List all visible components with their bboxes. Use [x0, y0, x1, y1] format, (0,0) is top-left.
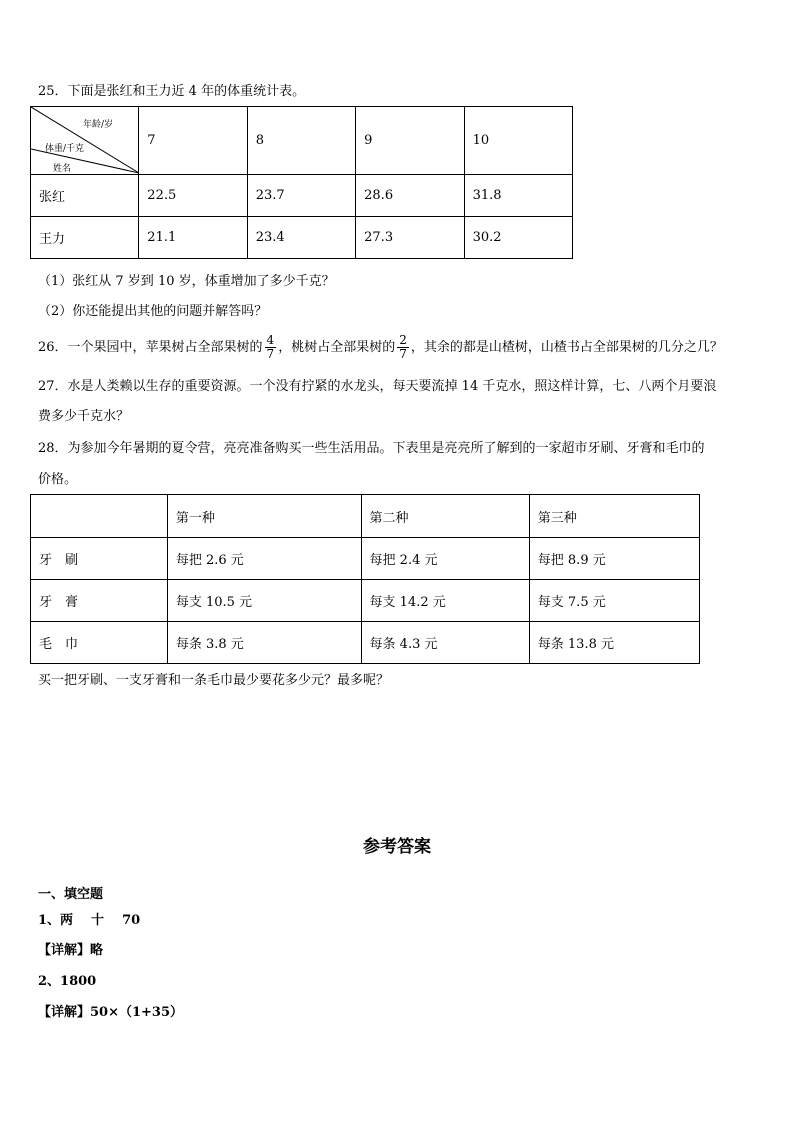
q25-sub2: （2）你还能提出其他的问题并解答吗？	[38, 304, 268, 319]
weight-cell: 27.3	[356, 217, 464, 259]
price-cell: 每支 10.5 元	[167, 580, 361, 622]
header-cell: 第三种	[529, 495, 699, 538]
q27-line2: 费多少千克水？	[38, 409, 130, 424]
fraction-peach	[397, 334, 409, 361]
q26-part3: ，其余的都是山楂树，山楂书占全部果树的几分之几？	[410, 340, 723, 355]
price-cell: 每条 3.8 元	[167, 622, 361, 664]
weight-cell: 22.5	[139, 175, 247, 217]
item-name: 牙 膏	[31, 580, 168, 622]
row-name: 王力	[31, 217, 139, 259]
fraction-denominator: 7	[399, 347, 407, 361]
q26-line	[38, 334, 723, 364]
answer-1-a: 1、两	[38, 913, 74, 928]
age-header: 7	[139, 107, 247, 175]
price-cell: 每把 8.9 元	[529, 538, 699, 580]
weight-cell: 23.7	[247, 175, 355, 217]
price-cell: 每把 2.4 元	[361, 538, 529, 580]
weight-table	[30, 106, 573, 259]
fraction-denominator: 7	[266, 347, 275, 361]
diagonal-header-cell	[31, 107, 139, 175]
header-cell	[31, 495, 168, 538]
q25-sub1: （1）张红从 7 岁到 10 岁，体重增加了多少千克？	[38, 274, 335, 289]
diag-name-label: 姓名	[53, 164, 72, 174]
age-header: 8	[247, 107, 355, 175]
weight-cell: 28.6	[356, 175, 464, 217]
table-row	[31, 622, 700, 664]
answer-1-c: 70	[122, 913, 141, 928]
q25-title: 25．下面是张红和王力近 4 年的体重统计表。	[38, 84, 306, 99]
item-name: 毛 巾	[31, 622, 168, 664]
header-cell: 第二种	[361, 495, 529, 538]
answer-1-b: 十	[91, 913, 105, 928]
weight-cell: 23.4	[247, 217, 355, 259]
q27-line1: 27．水是人类赖以生存的重要资源。一个没有拧紧的水龙头，每天要流掉 14 千克水，照这样计算，七、八两个月要浪	[38, 379, 717, 394]
table-row	[31, 175, 573, 217]
answer-2: 2、1800	[38, 974, 97, 989]
q28-line1: 28．为参加今年暑期的夏令营，亮亮准备购买一些生活用品。下表里是亮亮所了解到的一家超市牙刷、牙膏和毛巾的	[38, 441, 705, 456]
q28-question: 买一把牙刷、一支牙膏和一条毛巾最少要花多少元？最多呢？	[38, 673, 390, 688]
diag-age-label: 年龄/岁	[83, 120, 114, 130]
q26-part1: 26．一个果园中，苹果树占全部果树的	[38, 340, 263, 355]
answers-title: 参考答案	[363, 837, 431, 857]
table-row	[31, 217, 573, 259]
q26-part2: ，桃树占全部果树的	[278, 340, 396, 355]
diag-weight-label: 体重/千克	[45, 144, 85, 154]
age-header: 9	[356, 107, 464, 175]
q28-line2: 价格。	[38, 472, 78, 487]
weight-cell: 30.2	[464, 217, 572, 259]
price-cell: 每把 2.6 元	[167, 538, 361, 580]
fraction-numerator: 2	[399, 333, 407, 347]
age-header: 10	[464, 107, 572, 175]
price-cell: 每支 14.2 元	[361, 580, 529, 622]
answers-section: 一、填空题	[38, 887, 104, 902]
table-header-row	[31, 495, 700, 538]
weight-cell: 31.8	[464, 175, 572, 217]
header-cell: 第一种	[167, 495, 361, 538]
price-cell: 每条 13.8 元	[529, 622, 699, 664]
price-table	[30, 494, 700, 664]
weight-cell: 21.1	[139, 217, 247, 259]
price-cell: 每条 4.3 元	[361, 622, 529, 664]
answer-1-detail: 【详解】略	[38, 943, 104, 958]
answer-1	[38, 912, 140, 930]
fraction-numerator: 4	[266, 333, 275, 347]
fraction-apple	[265, 334, 277, 361]
item-name: 牙 刷	[31, 538, 168, 580]
answer-2-detail: 【详解】50×（1+35）	[38, 1005, 184, 1020]
table-row	[31, 538, 700, 580]
row-name: 张红	[31, 175, 139, 217]
price-cell: 每支 7.5 元	[529, 580, 699, 622]
table-row	[31, 580, 700, 622]
